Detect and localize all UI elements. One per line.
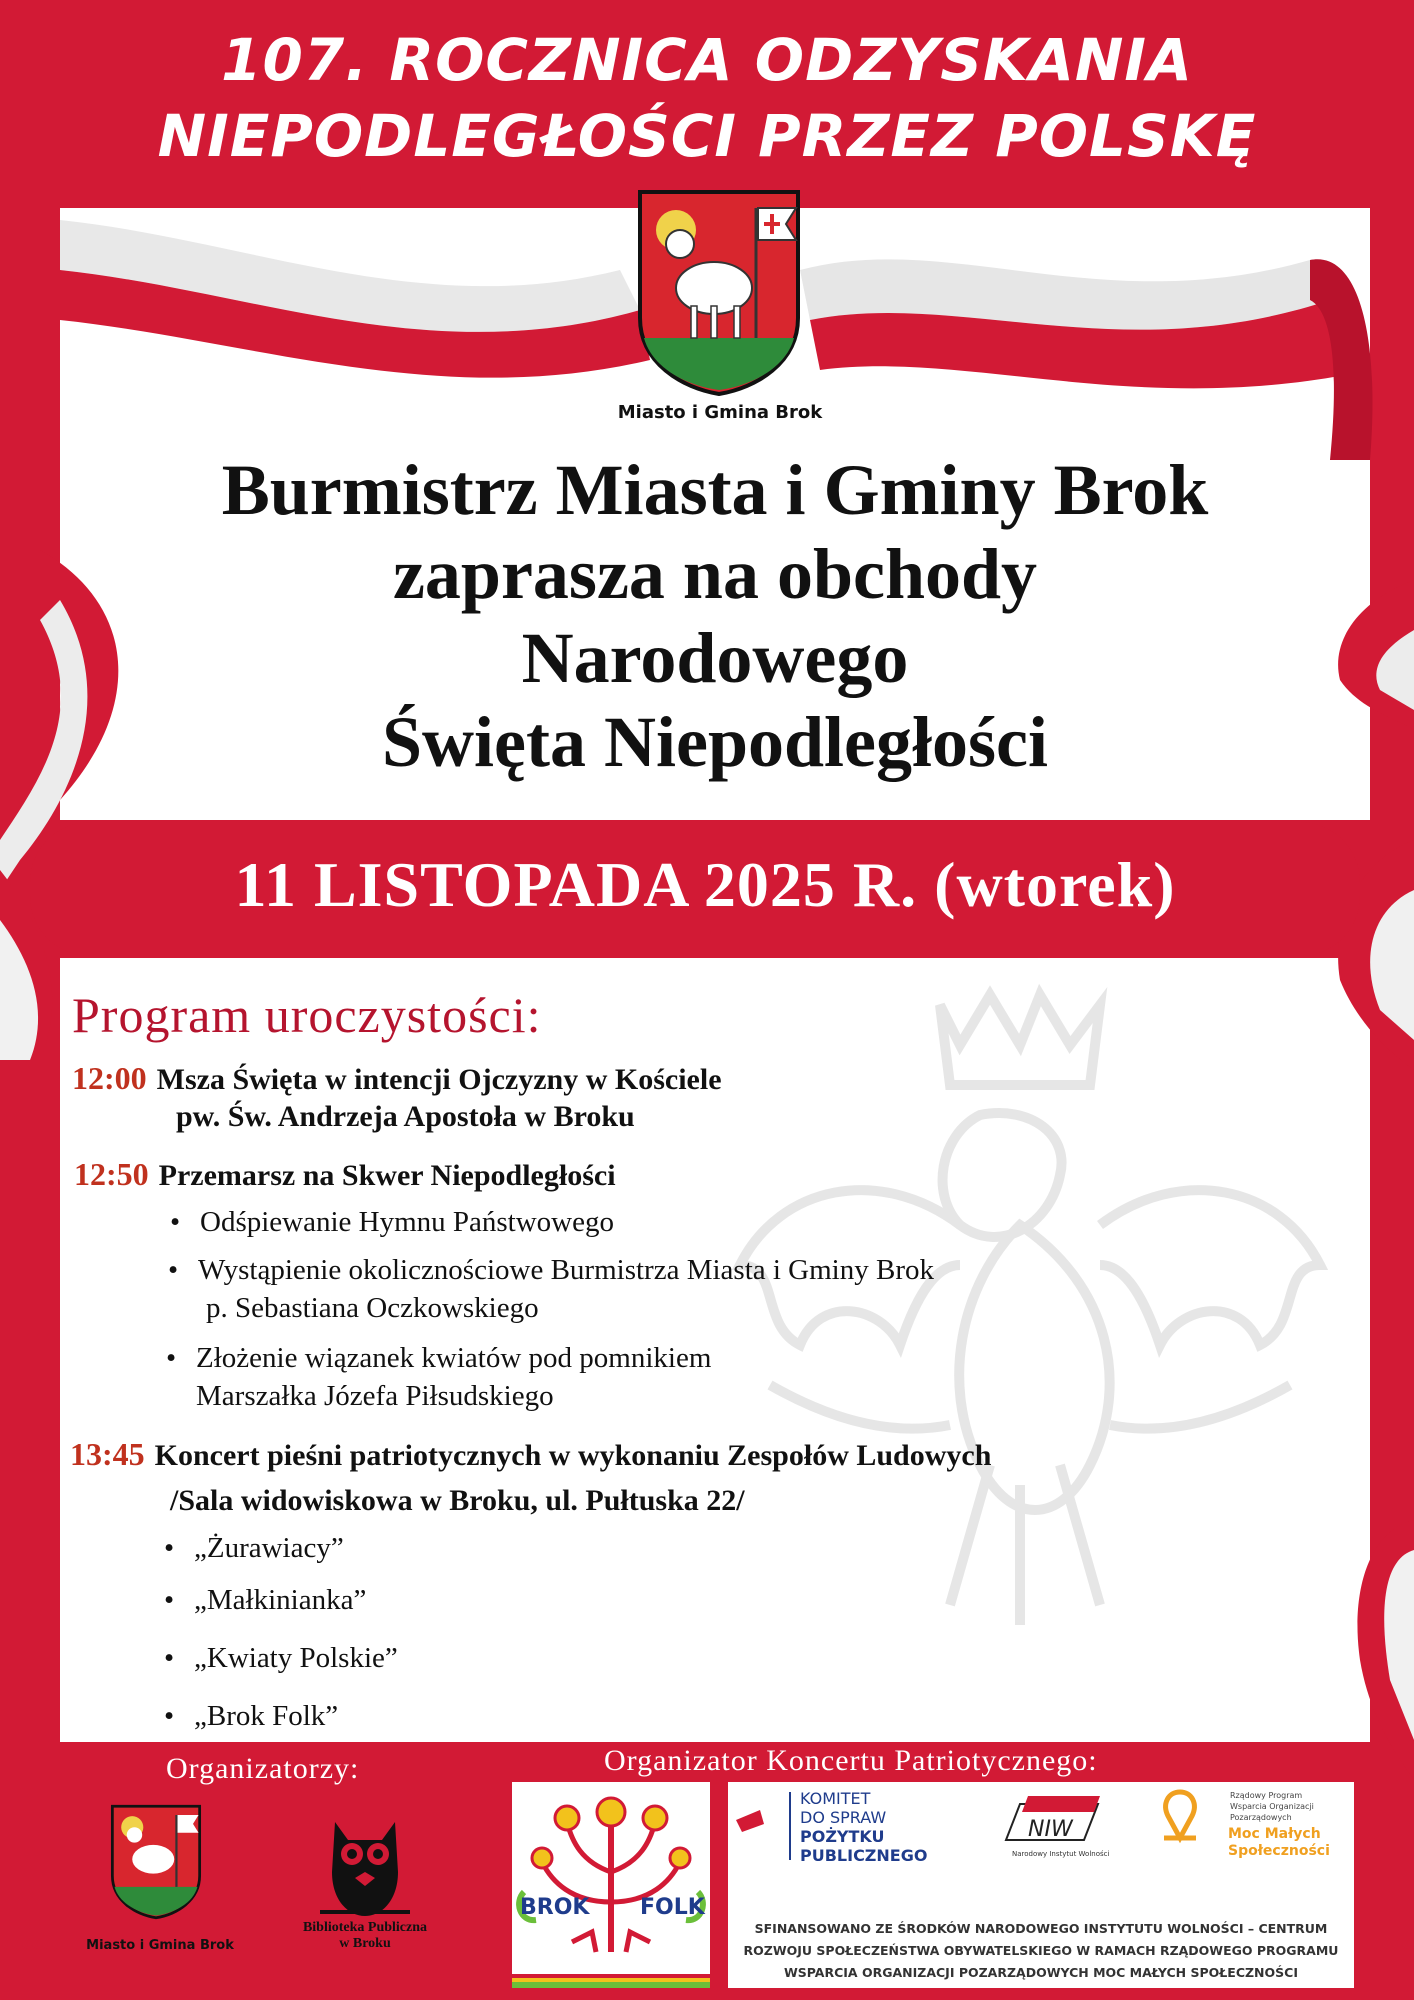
invitation-line2: zaprasza na obchody <box>392 534 1038 614</box>
concert-organizer-label: Organizator Koncertu Patriotycznego: <box>604 1744 1098 1777</box>
program-item-3-title: Koncert pieśni patriotycznych w wykonaniu Zespołów Ludowych <box>154 1439 992 1472</box>
program-item-2-time: 12:50 <box>74 1156 149 1192</box>
poster-title-line1: 107. ROCZNICA ODZYSKANIA <box>221 26 1193 94</box>
invitation-line4: Święta Niepodległości <box>382 702 1048 782</box>
rp-line1: Rządowy Program <box>1230 1791 1303 1800</box>
program-item-2 <box>74 1156 616 1193</box>
crest-caption: Miasto i Gmina Brok <box>617 402 823 423</box>
program-bullet-continuation: p. Sebastiana Oczkowskiego <box>206 1292 539 1324</box>
mms-line2: Społeczności <box>1228 1843 1330 1859</box>
program-bullet: • Wystąpienie okolicznościowe Burmistrza Miasta i Gminy Brok <box>198 1254 934 1287</box>
mms-line1: Moc Małych <box>1228 1826 1321 1842</box>
kpp-line2: DO SPRAW <box>800 1808 887 1827</box>
funding-line3: WSPARCIA ORGANIZACJI POZARZĄDOWYCH MOC MAŁYCH SPOŁECZNOŚCI <box>784 1965 1298 1980</box>
program-bullet: • „Brok Folk” <box>194 1700 338 1733</box>
program-item-1-subtitle: pw. Św. Andrzeja Apostoła w Broku <box>176 1100 635 1133</box>
kpp-line1: KOMITET <box>800 1789 871 1808</box>
program-bullet: • „Małkinianka” <box>194 1584 366 1617</box>
white-eagle-watermark-icon <box>700 965 1380 1665</box>
program-title: Program uroczystości: <box>72 987 542 1043</box>
program-item-1 <box>72 1060 722 1097</box>
program-bullet: • „Kwiaty Polskie” <box>194 1642 398 1675</box>
moc-malych-logo-icon <box>1166 1792 1195 1838</box>
program-item-3 <box>70 1436 991 1473</box>
kpp-line3: POŻYTKU <box>800 1827 885 1846</box>
event-date: 11 LISTOPADA 2025 R. (wtorek) <box>234 849 1176 920</box>
program-item-3-time: 13:45 <box>70 1436 145 1472</box>
rp-line2: Wsparcia Organizacji <box>1230 1802 1314 1811</box>
sponsor-logos-graphic <box>728 1782 1354 1922</box>
program-bullet-continuation: Marszałka Józefa Piłsudskiego <box>196 1380 554 1412</box>
program-bullet: • Odśpiewanie Hymnu Państwowego <box>200 1206 614 1239</box>
brok-coat-of-arms-small-icon <box>108 1804 204 1920</box>
org2-caption-line1: Biblioteka Publiczna <box>302 1920 428 1935</box>
folk-flower-icon <box>512 1782 710 1988</box>
funding-note <box>728 1918 1354 1984</box>
niw-subtitle: Narodowy Instytut Wolności <box>1012 1850 1110 1858</box>
program-item-3-subtitle: /Sala widowiskowa w Broku, ul. Pułtuska 22/ <box>170 1484 745 1517</box>
invitation-line3: Narodowego <box>521 618 909 698</box>
funding-line1: SFINANSOWANO ZE ŚRODKÓW NARODOWEGO INSTYTUTU WOLNOŚCI – CENTRUM <box>754 1921 1328 1936</box>
poster-title-line2: NIEPODLEGŁOŚCI PRZEZ POLSKĘ <box>157 102 1257 170</box>
poster-title <box>0 22 1414 174</box>
org1-caption: Miasto i Gmina Brok <box>86 1938 234 1953</box>
org2-caption <box>270 1920 460 1952</box>
funding-line2: ROZWOJU SPOŁECZEŃSTWA OBYWATELSKIEGO W RAMACH RZĄDOWEGO PROGRAMU <box>743 1943 1339 1958</box>
kpp-line4: PUBLICZNEGO <box>800 1846 928 1865</box>
niw-text: NIW <box>1028 1817 1073 1842</box>
brok-folk-logo <box>512 1782 710 1988</box>
folk-left-text: BROK <box>520 1895 590 1920</box>
program-bullet: • Złożenie wiązanek kwiatów pod pomnikiem <box>196 1342 711 1375</box>
rp-line3: Pozarządowych <box>1230 1813 1292 1822</box>
program-bullet: • „Żurawiacy” <box>194 1532 344 1565</box>
program-item-2-title: Przemarsz na Skwer Niepodległości <box>158 1159 616 1192</box>
brok-coat-of-arms-icon <box>636 188 802 398</box>
invitation-line1: Burmistrz Miasta i Gminy Brok <box>221 450 1209 530</box>
owl-library-logo-icon <box>320 1812 410 1922</box>
program-item-1-title: Msza Święta w intencji Ojczyzny w Kościele <box>156 1063 722 1096</box>
folk-right-text: FOLK <box>640 1895 705 1920</box>
org2-caption-line2: w Broku <box>339 1936 391 1951</box>
kpp-flag-icon <box>736 1810 764 1832</box>
organizers-label: Organizatorzy: <box>166 1752 360 1785</box>
program-item-1-time: 12:00 <box>72 1060 147 1096</box>
invitation-heading <box>60 448 1370 784</box>
